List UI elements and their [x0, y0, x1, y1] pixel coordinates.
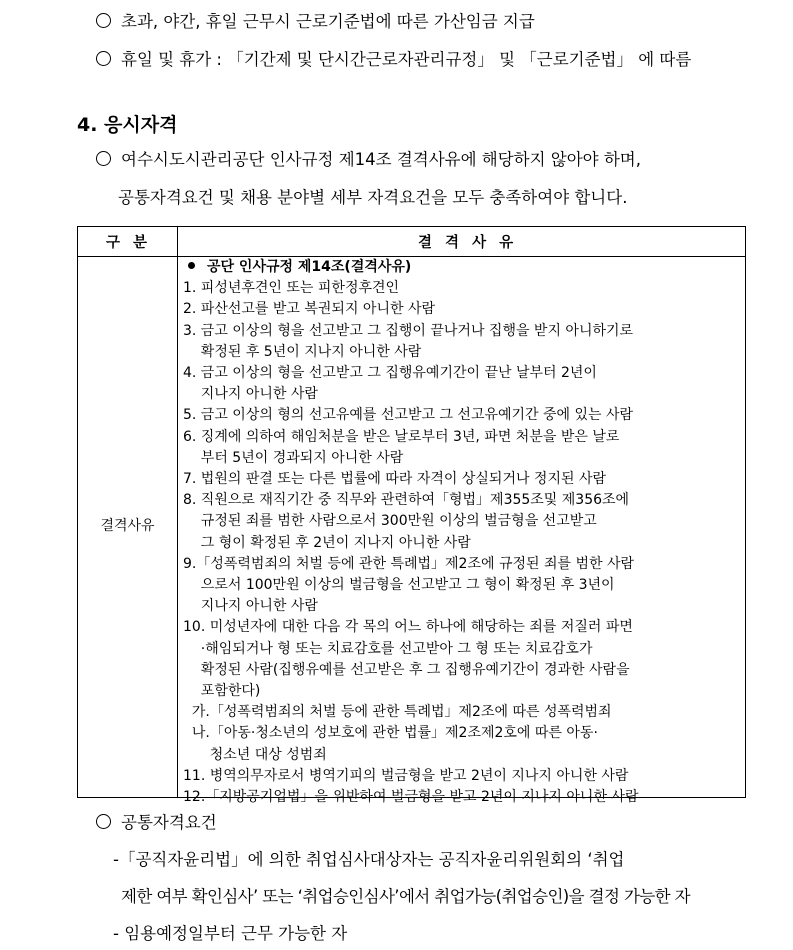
disqualification-table — [77, 226, 746, 806]
reason-line: 규정된 죄를 범한 사람으로서 300만원 이상의 벌금형을 선고받고 — [183, 513, 597, 530]
table-header-row — [78, 227, 745, 257]
reason-line: 으로서 100만원 이상의 벌금형을 선고받고 그 형이 확정된 후 3년이 — [183, 577, 615, 594]
intro-line-1: 여수시도시관리공단 인사규정 제14조 결격사유에 해당하지 않아야 하며, — [121, 150, 641, 169]
reason-line: ·해임되거나 형 또는 치료감호를 선고받아 그 형 또는 치료감호가 — [183, 640, 593, 657]
reason-line: 청소년 대상 성범죄 — [183, 746, 327, 763]
reason-line: 6. 징계에 의하여 해임처분을 받은 날로부터 3년, 파면 처분을 받은 날로 — [183, 428, 620, 445]
reason-line: 10. 미성년자에 대한 다음 각 목의 어느 하나에 해당하는 죄를 저질러 파면 — [183, 619, 633, 636]
reason-line: 부터 5년이 경과되지 아니한 사람 — [183, 449, 404, 466]
table-reasons-cell — [183, 257, 737, 808]
reason-line: 지나지 아니한 사람 — [183, 598, 318, 615]
reason-line: 2. 파산선고를 받고 복권되지 아니한 사람 — [183, 301, 435, 318]
circle-bullet-icon — [96, 814, 111, 829]
common-line-1: -「공직자윤리법」에 의한 취업심사대상자는 공직자윤리위원회의 ‘취업 — [113, 850, 625, 869]
reason-line: 포함한다) — [183, 683, 261, 700]
benefit-text: 휴일 및 휴가 : 「기간제 및 단시간근로자관리규정」 및 「근로기준법」 에 따름 — [121, 50, 692, 69]
reason-line: 5. 금고 이상의 형의 선고유예를 선고받고 그 선고유예기간 중에 있는 사람 — [183, 407, 634, 424]
reason-line: 가.「성폭력범죄의 처벌 등에 관한 특례법」제2조에 따른 성폭력범죄 — [183, 704, 612, 721]
circle-bullet-icon — [96, 151, 111, 166]
benefit-text: 초과, 야간, 휴일 근무시 근로기준법에 따른 가산임금 지급 — [121, 12, 535, 31]
circle-bullet-icon — [96, 13, 111, 28]
circle-bullet-icon — [96, 51, 111, 66]
common-line-2: 제한 여부 확인심사’ 또는 ‘취업승인심사’에서 취업가능(취업승인)을 결정 가능한 자 — [121, 887, 690, 906]
reason-line: 7. 법원의 판결 또는 다른 법률에 따라 자격이 상실되거나 정지된 사람 — [183, 471, 607, 488]
table-header-category: 구 분 — [106, 235, 152, 251]
section-heading: 4. 응시자격 — [77, 114, 178, 136]
reason-line: 12.「지방공기업법」을 위반하여 벌금형을 받고 2년이 지나지 아니한 사람 — [183, 789, 639, 806]
reason-line: 4. 금고 이상의 형을 선고받고 그 집행유예기간이 끝난 날부터 2년이 — [183, 365, 597, 382]
section-intro — [96, 149, 641, 171]
table-category-cell: 결격사유 — [100, 518, 155, 534]
table-header-reasons: 결 격 사 유 — [418, 235, 518, 251]
reason-line: 11. 병역의무자로서 병역기피의 벌금형을 받고 2년이 지나지 아니한 사람 — [183, 767, 629, 784]
benefit-item-overtime — [96, 11, 535, 33]
reason-line: 확정된 사람(집행유예를 선고받은 후 그 집행유예기간이 경과한 사람을 — [183, 661, 630, 678]
reason-line: 나.「아동·청소년의 성보호에 관한 법률」제2조제2호에 따른 아동· — [183, 725, 598, 742]
reason-line: 9.「성폭력범죄의 처벌 등에 관한 특례법」제2조에 규정된 죄를 범한 사람 — [183, 555, 635, 572]
reason-line: 지나지 아니한 사람 — [183, 386, 318, 403]
intro-line-2: 공통자격요건 및 채용 분야별 세부 자격요건을 모두 충족하여야 합니다. — [118, 188, 628, 207]
reason-line: 확정된 후 5년이 지나지 아니한 사람 — [183, 343, 422, 360]
reason-line: 그 형이 확정된 후 2년이 지나지 아니한 사람 — [183, 534, 471, 551]
common-heading: 공통자격요건 — [96, 812, 217, 834]
reason-line: 1. 피성년후견인 또는 피한정후견인 — [183, 280, 400, 297]
benefit-item-holiday — [96, 49, 691, 71]
reason-line: 3. 금고 이상의 형을 선고받고 그 집행이 끝나거나 집행을 받지 아니하기로 — [183, 322, 634, 339]
column-divider — [177, 227, 178, 797]
bullet-dot-icon — [188, 262, 195, 269]
reason-line: 8. 직원으로 재직기간 중 직무와 관련하여「형법」제355조및 제356조에 — [183, 492, 630, 509]
reasons-list — [183, 278, 737, 808]
common-line-3: - 임용예정일부터 근무 가능한 자 — [113, 924, 348, 943]
reasons-title: 공단 인사규정 제14조(결격사유) — [183, 257, 737, 278]
